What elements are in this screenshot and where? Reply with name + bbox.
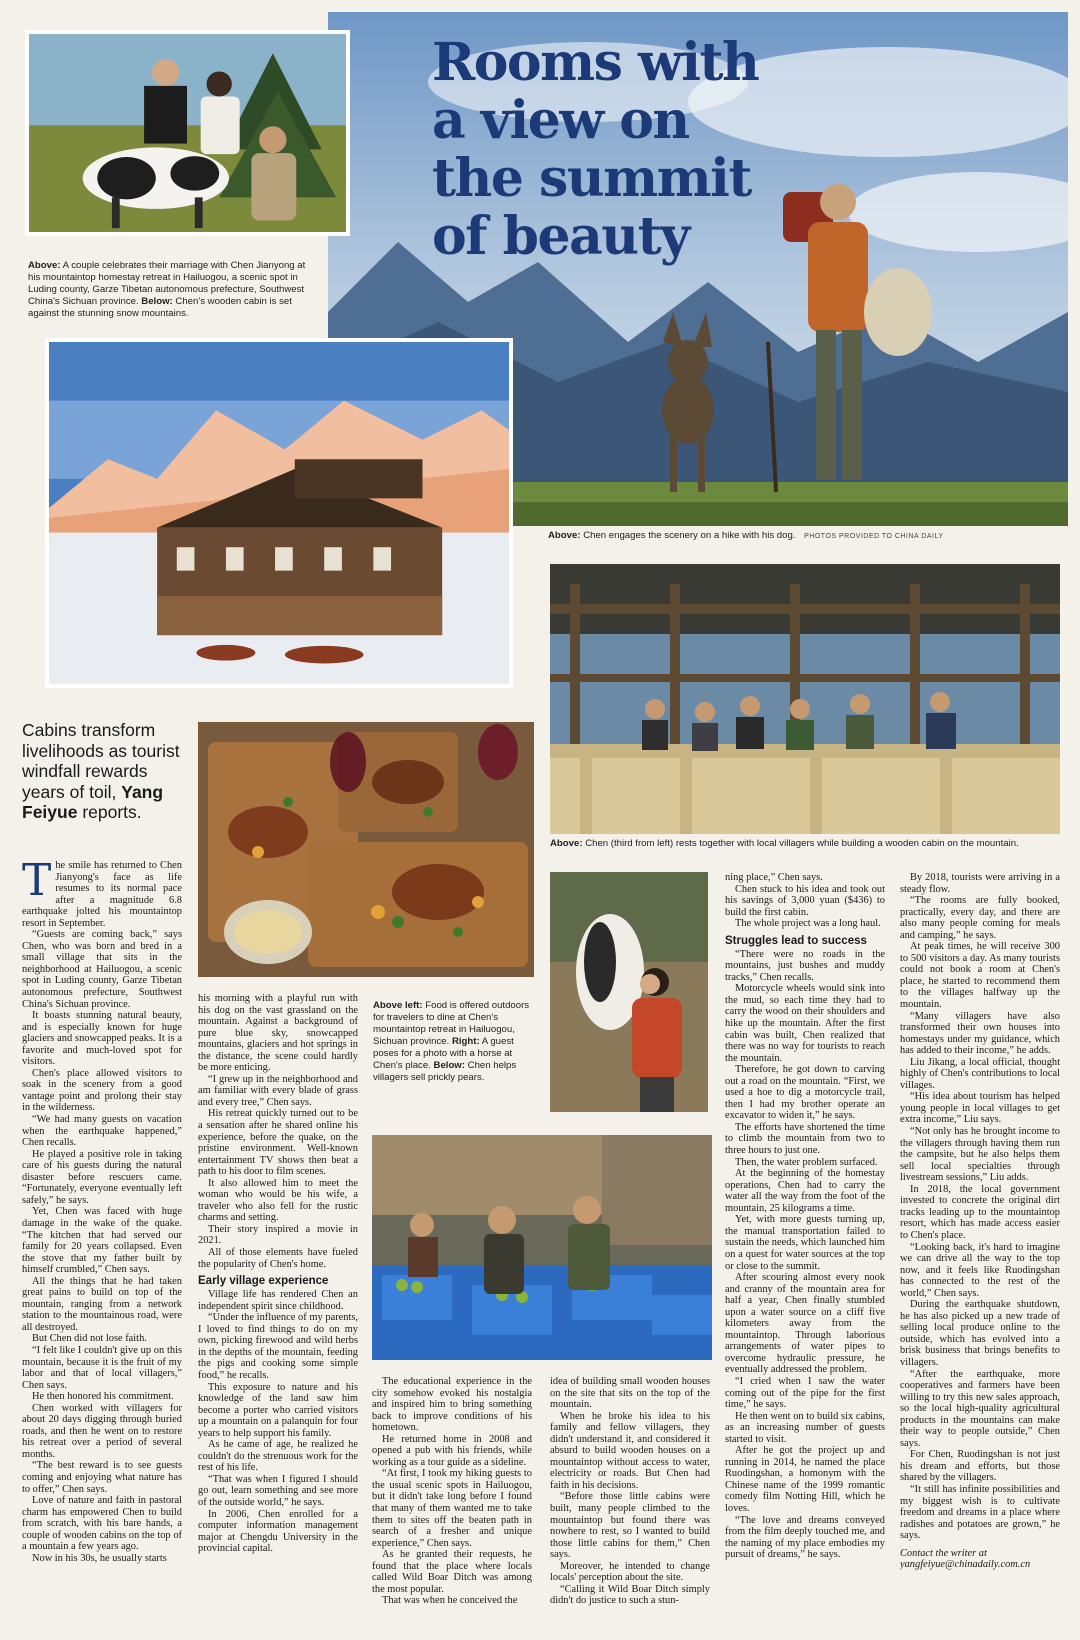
article-paragraph: In 2006, Chen enrolled for a computer information management major at Chengdu University in the provincial capital. — [198, 1508, 358, 1555]
article-paragraph: “I cried when I saw the water coming out of the pipe for the first time,” he says. — [725, 1375, 885, 1411]
article-paragraph: “I grew up in the neighborhood and am familiar with every blade of grass and every tree,” Chen says. — [198, 1073, 358, 1108]
caption-text: Food is offered outdoors for travelers to dine at Chen's mountaintop retreat in Hailuogou, Sichuan province. — [373, 1000, 530, 1047]
caption-label: Above left: — [373, 1000, 423, 1011]
article-paragraph: At the beginning of the homestay operations, Chen had to carry the water all the way from the foot of the mountain, 25 kilograms a time. — [725, 1168, 885, 1214]
article-paragraph: his morning with a playful run with his dog on the vast grassland on the mountain. Against a background of pure blue sky, snowcapped mountains, glaciers and hot springs in the distance, the scene could hardly be more enticing. — [198, 993, 358, 1074]
article-paragraph: This exposure to nature and his knowledge of the land saw him become a porter who carried visitors up a mountain on a palanquin for four years to help support his family. — [198, 1381, 358, 1439]
article-column-3 — [372, 1376, 532, 1634]
article-paragraph: idea of building small wooden houses on the site that sits on the top of the mountain. — [550, 1376, 710, 1411]
article-paragraph: By 2018, tourists were arriving in a steady flow. — [900, 872, 1060, 895]
article-paragraph: After scouring almost every nook and cranny of the mountain area for half a year, Chen finally stumbled upon a water source on a cliff five kilometers away from the mountaintop. Through laborious arrangements of water pipes to overcome hydraulic pressure, he eventually addressed the problem. — [725, 1272, 885, 1376]
article-paragraph: Liu Jikang, a local official, thought highly of Chen's contributions to local villages. — [900, 1056, 1060, 1091]
article-paragraph: Now in his 30s, he usually starts — [32, 1552, 167, 1564]
article-paragraph: For Chen, Ruodingshan is not just his dream and efforts, but those shared by the villagers. — [900, 1449, 1060, 1484]
article-paragraph: “After the earthquake, more cooperatives and farmers have been willing to try this new sales approach, so the local high-quality agricultural products in the mountains can make their way to people outside,” Chen says. — [900, 1368, 1060, 1449]
article-paragraph: “His idea about tourism has helped young people in local villages to get extra income,” Liu says. — [900, 1091, 1060, 1126]
article-paragraph: “It still has infinite possibilities and my biggest wish is to cultivate freedom and dreams in a place where radishes and potatoes are grown,” he says. — [900, 1483, 1060, 1542]
caption-label: Above: — [548, 530, 581, 541]
article-paragraph: It also allowed him to meet the woman who would be his wife, a traveler who also fell for the rustic charms and setting. — [198, 1177, 358, 1224]
article-paragraph: He returned home in 2008 and opened a pub with his friends, while working as a tour guide as a sideline. — [372, 1433, 532, 1468]
article-paragraph: Chen's place allowed visitors to soak in the scenery from a good vantage point and prolong their stay in the wilderness. — [22, 1067, 182, 1114]
article-paragraph: After he got the project up and running in 2014, he named the place Ruodingshan, a homonym with the Chinese name of the 1999 romantic comedy film Notting Hill, which he loves. — [725, 1445, 885, 1514]
contact-label: Contact the writer at — [900, 1547, 987, 1559]
article-paragraph: “Under the influence of my parents, I loved to find things to do on my own, picking firewood and wild herbs in the depths of the mountain, feeding the pigs and cooking some simple food,” he recalls. — [198, 1312, 358, 1381]
market-photo — [372, 1135, 712, 1360]
caption-text: Chen's wooden cabin is set against the stunning snow mountains. — [28, 296, 292, 319]
article-paragraph: “Before those little cabins were built, many people climbed to the mountaintop but found there was nowhere to rest, so I wanted to build those little cabins for them,” Chen says. — [550, 1491, 710, 1561]
article-paragraph: he smile has returned to Chen Jianyong's face as life resumes to its normal pace after a magnitude 6.8 earthquake jolted his mountaintop resort in September. — [22, 860, 182, 929]
article-paragraph: That was when he conceived the — [382, 1595, 518, 1607]
article-paragraph: Yet, with more guests turning up, the manual transportation failed to sustain the needs, which launched him on a quest for water sources at the top or close to the summit. — [725, 1214, 885, 1272]
horse-photo — [550, 872, 708, 1112]
article-paragraph: He played a positive role in taking care of his guests during the natural disaster before rescuers came. “Fortunately, everyone eventually left safely,” he says. — [22, 1148, 182, 1206]
article-paragraph: “That was when I figured I should go out, learn something and see more of the outside world,” he says. — [198, 1473, 358, 1508]
article-paragraph: In 2018, the local government invested to concrete the original dirt tracks leading up to the mountaintop resort, which has made access easier to Chen's place. — [900, 1183, 1060, 1241]
article-paragraph: It boasts stunning natural beauty, and is especially known for huge glaciers and snowcapped peaks. It is a favorite and much-loved spot for visitors. — [22, 1010, 182, 1068]
article-paragraph: During the earthquake shutdown, he has also picked up a new trade of selling local produce online to the outside, which has evolved into a brisk business that brings benefits to villagers. — [900, 1299, 1060, 1368]
caption-label: Above: — [550, 838, 583, 849]
villagers-caption — [550, 838, 1050, 850]
section-heading: Struggles lead to success — [725, 934, 867, 947]
article-paragraph: Moreover, he intended to change locals' perception about the site. — [550, 1560, 710, 1584]
caption-text: Chen engages the scenery on a hike with his dog. — [583, 530, 796, 541]
article-paragraph: All of those elements have fueled the popularity of Chen's home. — [198, 1247, 358, 1270]
contact-email[interactable]: yangfeiyue@chinadaily.com.cn — [900, 1559, 1031, 1571]
caption-label: Above: — [28, 260, 61, 271]
article-paragraph: He then honored his commitment. — [32, 1391, 174, 1403]
article-paragraph: He then went on to build six cabins, as an increasing number of guests started to visit. — [725, 1410, 885, 1445]
hiker-caption — [548, 530, 1048, 543]
article-paragraph: “The best reward is to see guests coming and enjoying what nature has to offer,” Chen says. — [22, 1460, 182, 1495]
standfirst-text: Cabins transform livelihoods as tourist windfall rewards years of toil, — [22, 720, 180, 802]
article-paragraph: “Guests are coming back,” says Chen, who was born and bred in a small village that sits in the neighborhood at Hailuogou, a scenic spot in Luding county, Garze Tibetan autonomous prefecture, Southwest China's Sichuan province. — [22, 929, 182, 1010]
food-photo — [198, 722, 534, 977]
article-column-2 — [198, 993, 358, 1633]
caption-text: A guest poses for a photo with a horse at Chen's place. — [373, 1036, 514, 1071]
article-paragraph: As he granted their requests, he found that the place where locals called Wild Boar Ditch was among the most popular. — [372, 1549, 532, 1595]
article-paragraph: At peak times, he will receive 300 to 500 visitors a day. As many tourists could not book a room at Chen's place, he started to recommend them to the villages halfway up the mountain. — [900, 941, 1060, 1011]
article-paragraph: Yet, Chen was faced with huge damage in the wake of the quake. “The kitchen that had served our family for 20 years collapsed. Even the stove that my father built by himself crumbled,” Chen says. — [22, 1206, 182, 1276]
dropcap: T — [22, 860, 52, 906]
article-column-6 — [900, 872, 1060, 1634]
article-paragraph: But Chen did not lose faith. — [32, 1333, 147, 1345]
cabin-photo — [45, 338, 513, 688]
article-paragraph: “We had many guests on vacation when the earthquake happened,” Chen recalls. — [22, 1114, 182, 1149]
article-paragraph: “Calling it Wild Boar Ditch simply didn't do justice to such a stun- — [550, 1583, 710, 1607]
caption-label: Right: — [451, 1036, 480, 1047]
caption-text: Chen helps villagers sell prickly pears. — [373, 1060, 517, 1083]
article-paragraph: ning place,” Chen says. — [725, 872, 823, 883]
article-paragraph: The educational experience in the city somehow evoked his nostalgia and inspired him to bring something back to improve conditions of his hometown. — [372, 1376, 532, 1434]
article-paragraph: Chen stuck to his idea and took out his savings of 3,000 yuan ($436) to build the first cabin. — [725, 883, 885, 918]
villagers-photo — [550, 564, 1060, 834]
article-paragraph: Their story inspired a movie in 2021. — [198, 1223, 358, 1247]
caption-label: Below: — [141, 296, 173, 307]
article-paragraph: Then, the water problem surfaced. — [735, 1156, 878, 1168]
article-column-5 — [725, 872, 885, 1634]
headline: Rooms with a view on the summit of beauty — [432, 32, 759, 267]
article-paragraph: “The love and dreams conveyed from the film deeply touched me, and the naming of my place embodies my pursuit of dreams,” he says. — [725, 1514, 885, 1561]
article-paragraph: The whole project was a long haul. — [735, 918, 881, 930]
article-paragraph: “Not only has he brought income to the villagers through having them run the campsite, but he also helps them sell local specialties through livestream sessions,” Liu adds. — [900, 1126, 1060, 1184]
article-column-1 — [22, 860, 182, 1630]
wedding-photo — [25, 30, 350, 236]
wedding-caption — [28, 260, 314, 320]
photo-credit: PHOTOS PROVIDED TO CHINA DAILY — [804, 533, 944, 540]
caption-label: Below: — [433, 1060, 465, 1071]
article-column-4 — [550, 1376, 710, 1634]
contact-line — [900, 1548, 1060, 1571]
article-paragraph: “There were no roads in the mountains, just bushes and muddy tracks,” Chen recalls. — [725, 948, 885, 983]
article-paragraph: Therefore, he got down to carving out a road on the mountain. “First, we used a hoe to dig a motorcycle trail, then I had my brother operate an excavator to widen it,” he says. — [725, 1064, 885, 1122]
article-paragraph: Love of nature and faith in pastoral charm has empowered Chen to build from scratch, with his bare hands, a couple of wooden cabins on the top of a mountain a few years ago. — [22, 1495, 182, 1553]
article-paragraph: The efforts have shortened the time to climb the mountain from two to three hours to just one. — [725, 1121, 885, 1157]
article-paragraph: As he came of age, he realized he couldn't do the strenuous work for the rest of his life. — [198, 1439, 358, 1474]
article-paragraph: His retreat quickly turned out to be a sensation after he shared online his experience, before the quake, on the pristine environment. Well-known entertainment TV shows then beat a path to his door to film scenes. — [198, 1108, 358, 1178]
article-paragraph: All the things that he had taken great pains to build on top of the mountain, ranging from a network station to the mountainous road, were all destroyed. — [22, 1275, 182, 1333]
article-paragraph: “I felt like I couldn't give up on this mountain, because it is the fruit of my labor and that of local villagers,” Chen says. — [22, 1344, 182, 1391]
article-paragraph: “The rooms are fully booked, practically, every day, and there are also many people coming for meals and camping,” he says. — [900, 895, 1060, 941]
article-paragraph: “Looking back, it's hard to imagine we can drive all the way to the top now, and it feels like Ruodingshan has connected to the rest of the world,” Chen says. — [900, 1241, 1060, 1299]
caption-text: Chen (third from left) rests together with local villagers while building a wooden cabin on the mountain. — [585, 838, 1019, 849]
food-caption — [373, 1000, 533, 1084]
article-paragraph: When he broke his idea to his family and fellow villagers, they didn't understand it, and considered it absurd to build wooden houses on a mountaintop without access to water, electricity or roads. But Chen had faith in his decisions. — [550, 1410, 710, 1491]
article-paragraph: “At first, I took my hiking guests to the usual scenic spots in Hailuogou, but it didn't take long before I found that many of them wanted me to take them to sites off the beaten path in search of a fresher and unique experience,” Chen says. — [372, 1468, 532, 1549]
standfirst — [22, 720, 182, 823]
standfirst-tail: reports. — [82, 802, 142, 822]
article-paragraph: Chen worked with villagers for about 20 days digging through buried roads, and then he went on to restore his retreat over a period of several months. — [22, 1402, 182, 1460]
article-paragraph: “Many villagers have also transformed their own houses into homestays under my guidance, which has added to their income,” he adds. — [900, 1010, 1060, 1057]
article-paragraph: Village life has rendered Chen an independent spirit since childhood. — [198, 1289, 358, 1312]
section-heading: Early village experience — [198, 1275, 329, 1288]
byline: Yang Feiyue — [22, 781, 164, 822]
article-paragraph: Motorcycle wheels would sink into the mud, so each time they had to carry the wood on their shoulders and hike up the mountain. After the first cabin was built, Chen realized that there was no way for tourists to reach the mountain. — [725, 983, 885, 1064]
caption-text: A couple celebrates their marriage with Chen Jianyong at his mountaintop homestay retreat in Hailuogou, a scenic spot in Luding county, Garze Tibetan autonomous prefecture, Southwest China's Sichuan province. — [28, 260, 306, 307]
